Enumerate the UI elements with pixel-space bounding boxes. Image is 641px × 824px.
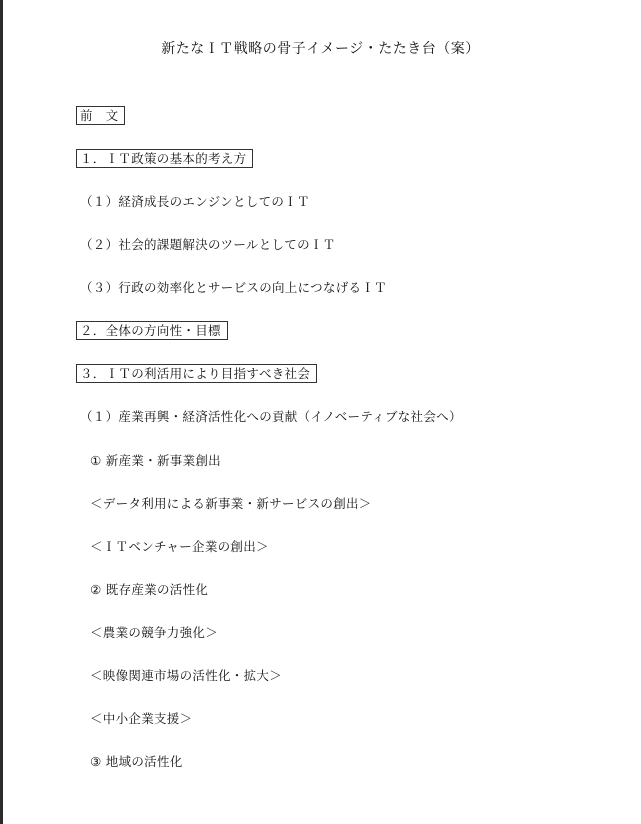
- section-1-item-1: （１）経済成長のエンジンとしてのＩＴ: [80, 194, 310, 209]
- preamble-label: 前 文: [76, 106, 125, 125]
- section-3-bullet-it-venture: ＜ＩＴベンチャー企業の創出＞: [90, 539, 269, 554]
- page-left-border: [0, 0, 3, 824]
- section-3-bullet-agriculture: ＜農業の競争力強化＞: [90, 625, 219, 640]
- section-3-subitem-regional: ③ 地域の活性化: [90, 754, 183, 769]
- section-3-label: ３．ＩＴの利活用により目指すべき社会: [76, 364, 317, 383]
- section-3-subitem-new-industry: ① 新産業・新事業創出: [90, 453, 221, 468]
- section-3-heading: [76, 366, 317, 382]
- section-3-bullet-data-business: ＜データ利用による新事業・新サービスの創出＞: [90, 496, 372, 511]
- section-3-bullet-sme-support: ＜中小企業支援＞: [90, 711, 193, 726]
- section-3-subitem-existing-industry: ② 既存産業の活性化: [90, 582, 209, 597]
- document-title: 新たなＩＴ戦略の骨子イメージ・たたき台（案）: [161, 41, 480, 57]
- section-1-label: １．ＩＴ政策の基本的考え方: [76, 149, 253, 168]
- preamble-heading: [76, 108, 125, 124]
- section-3-item-1: （１）産業再興・経済活性化への貢献（イノベーティブな社会へ）: [80, 409, 462, 424]
- section-3-bullet-video-market: ＜映像関連市場の活性化・拡大＞: [90, 668, 283, 683]
- section-1-item-2: （２）社会的課題解決のツールとしてのＩＴ: [80, 237, 336, 252]
- section-1-item-3: （３）行政の効率化とサービスの向上につなげるＩＴ: [80, 280, 387, 295]
- section-2-heading: [76, 323, 228, 339]
- section-1-heading: [76, 151, 253, 167]
- section-2-label: ２．全体の方向性・目標: [76, 321, 228, 340]
